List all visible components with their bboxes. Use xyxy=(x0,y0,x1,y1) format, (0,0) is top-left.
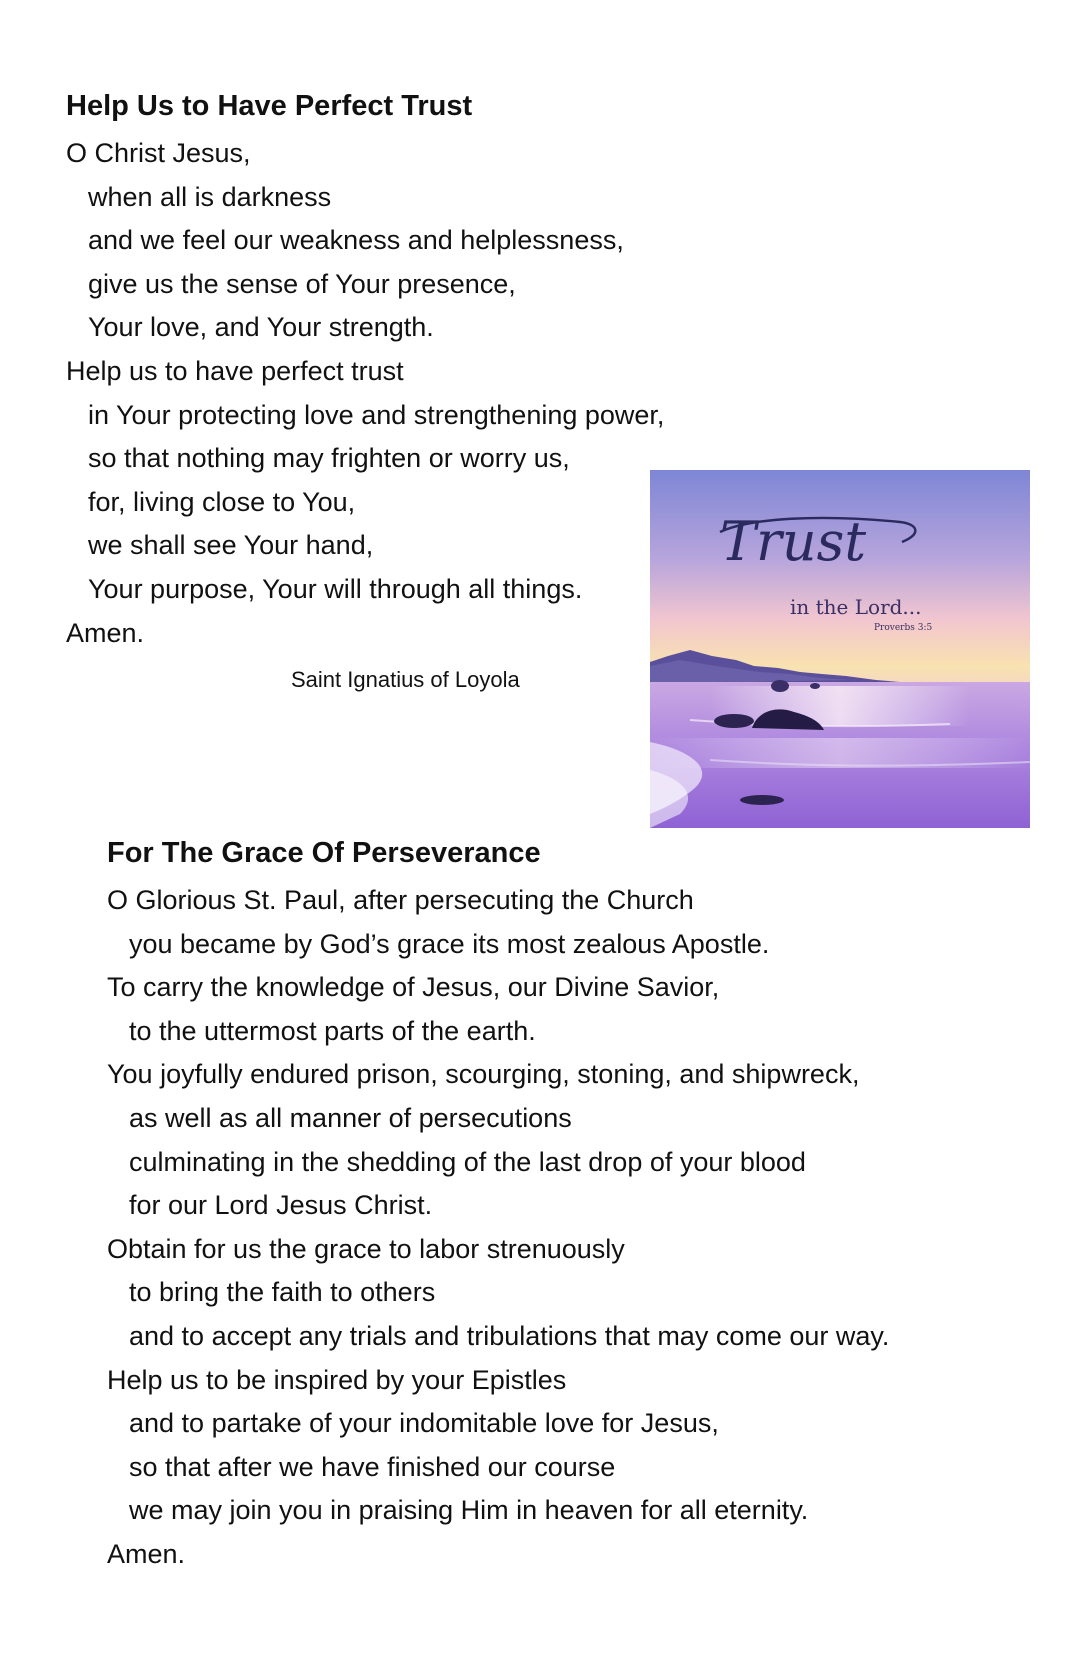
prayer-line: Help us to be inspired by your Epistles xyxy=(107,1364,567,1395)
prayer-line: so that nothing may frighten or worry us, xyxy=(88,443,570,474)
prayer-line: to the uttermost parts of the earth. xyxy=(129,1015,536,1046)
trust-in-the-lord-image xyxy=(650,470,1030,828)
prayer-line: so that after we have finished our course xyxy=(129,1451,616,1482)
prayer-line: we may join you in praising Him in heaven for all eternity. xyxy=(129,1495,809,1526)
prayer-line: we shall see Your hand, xyxy=(88,530,374,561)
prayer-line: Obtain for us the grace to labor strenuously xyxy=(107,1233,625,1264)
prayer-line: and we feel our weakness and helplessness, xyxy=(88,225,624,256)
prayer-line: you became by God’s grace its most zealous Apostle. xyxy=(129,928,770,959)
prayer-line: give us the sense of Your presence, xyxy=(88,268,516,299)
prayer-line: and to accept any trials and tribulations that may come our way. xyxy=(129,1320,890,1351)
prayer-line: Help us to have perfect trust xyxy=(66,355,404,386)
prayer-line: for, living close to You, xyxy=(88,486,356,517)
prayer-line: Your purpose, Your will through all things. xyxy=(88,573,583,604)
prayer-line: when all is darkness xyxy=(88,181,332,212)
prayer-line: for our Lord Jesus Christ. xyxy=(129,1190,433,1221)
prayer-line: and to partake of your indomitable love for Jesus, xyxy=(129,1408,719,1439)
image-script-word: Trust xyxy=(720,510,867,573)
prayer-lines xyxy=(66,132,706,655)
prayer-line: You joyfully endured prison, scourging, stoning, and shipwreck, xyxy=(107,1059,860,1090)
prayer-grace-of-perseverance xyxy=(107,835,1047,1577)
prayer-line: as well as all manner of persecutions xyxy=(129,1102,572,1133)
prayer-line: O Glorious St. Paul, after persecuting the Church xyxy=(107,885,694,915)
prayer-line: to bring the faith to others xyxy=(129,1277,436,1308)
prayer-help-us-trust xyxy=(66,88,706,655)
prayer-line: Your love, and Your strength. xyxy=(88,312,434,343)
prayer-line: O Christ Jesus, xyxy=(66,138,251,168)
image-subtitle: in the Lord... xyxy=(790,595,922,619)
prayer-line: Amen. xyxy=(66,617,145,648)
prayer-line: in Your protecting love and strengthening power, xyxy=(88,399,665,430)
prayer-title: For The Grace Of Perseverance xyxy=(107,837,541,869)
prayer-lines xyxy=(107,879,1047,1577)
prayer-line: To carry the knowledge of Jesus, our Divine Savior, xyxy=(107,972,720,1003)
prayer-line: culminating in the shedding of the last drop of your blood xyxy=(129,1146,806,1177)
prayer-line: Amen. xyxy=(107,1538,186,1569)
prayer-title: Help Us to Have Perfect Trust xyxy=(66,90,473,122)
prayer-attribution: Saint Ignatius of Loyola xyxy=(291,667,520,692)
seascape-illustration xyxy=(650,470,1030,828)
image-reference: Proverbs 3:5 xyxy=(874,623,933,633)
